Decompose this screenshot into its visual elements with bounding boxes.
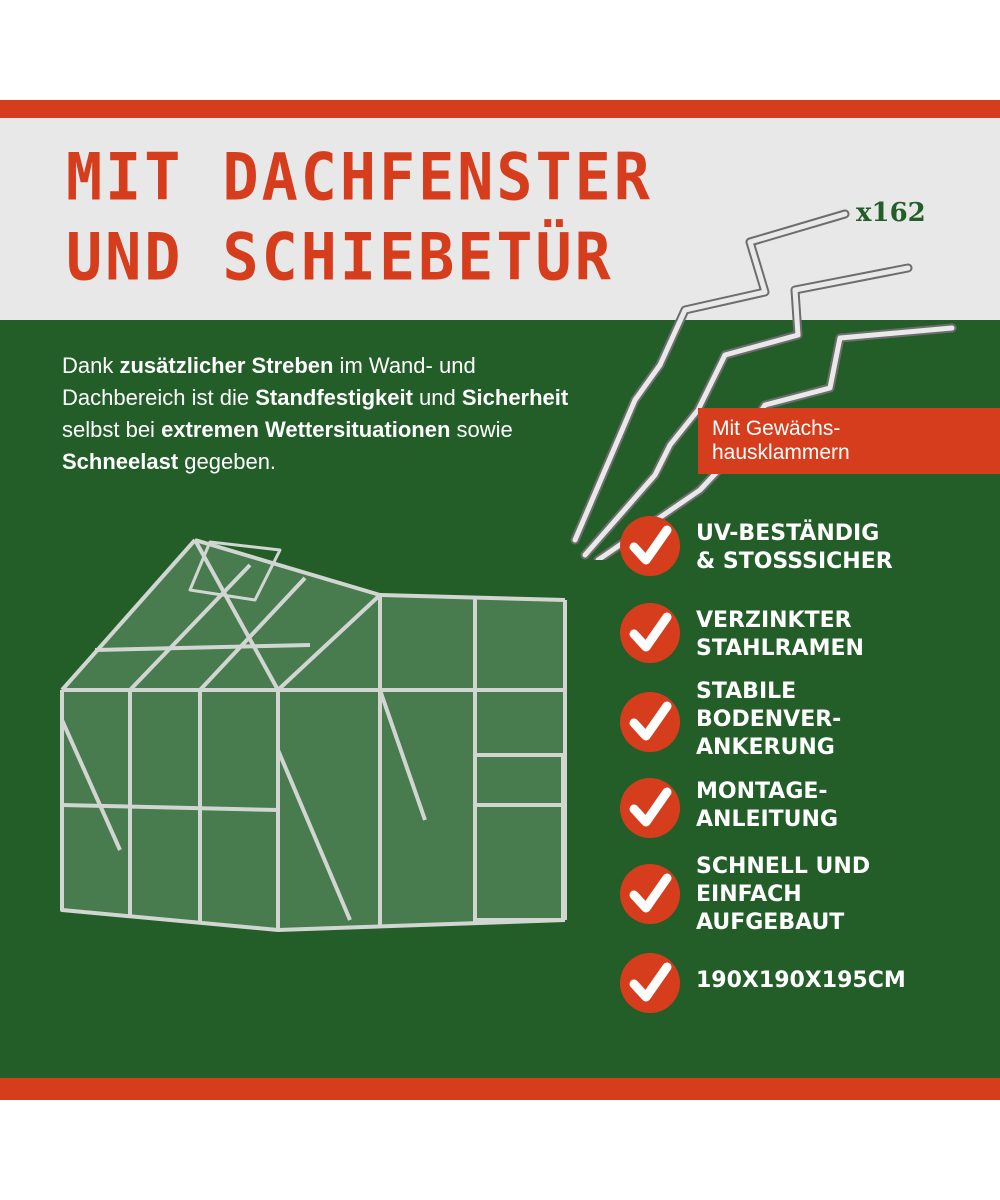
bottom-accent-band: [0, 1078, 1000, 1100]
feature-label: VERZINKTER STAHLRAMEN: [696, 608, 864, 661]
check-icon: [620, 953, 680, 1013]
greenhouse-image: [50, 520, 580, 940]
check-icon: [620, 603, 680, 663]
description-text: Dank zusätzlicher Streben im Wand- und Dachbereich ist die Standfestigkeit und Sicherheit selbst bei extremen Wettersituationen sowie Schneelast gegeben.: [62, 353, 569, 474]
top-accent-band: [0, 100, 1000, 118]
feature-label: UV-BESTÄNDIG & STOSSSICHER: [696, 521, 893, 574]
clamps-badge-line-2: hausklammern: [712, 441, 850, 464]
clamps-badge: [698, 408, 1000, 474]
title-line-2: UND SCHIEBETÜR: [66, 220, 614, 296]
check-icon: [620, 864, 680, 924]
feature-label: SCHNELL UND EINFACH AUFGEBAUT: [696, 854, 871, 935]
feature-label: 190X190X195CM: [696, 968, 906, 993]
check-icon: [620, 692, 680, 752]
feature-label: MONTAGE- ANLEITUNG: [696, 779, 839, 832]
clamps-badge-line-1: Mit Gewächs-: [712, 417, 841, 440]
check-icon: [620, 516, 680, 576]
check-icon: [620, 778, 680, 838]
title-line-1: MIT DACHFENSTER: [66, 140, 653, 216]
greenhouse-clamps-image: [560, 200, 960, 560]
feature-label: STABILE BODENVER- ANKERUNG: [696, 679, 842, 760]
clamp-count-label: x162: [856, 198, 926, 228]
